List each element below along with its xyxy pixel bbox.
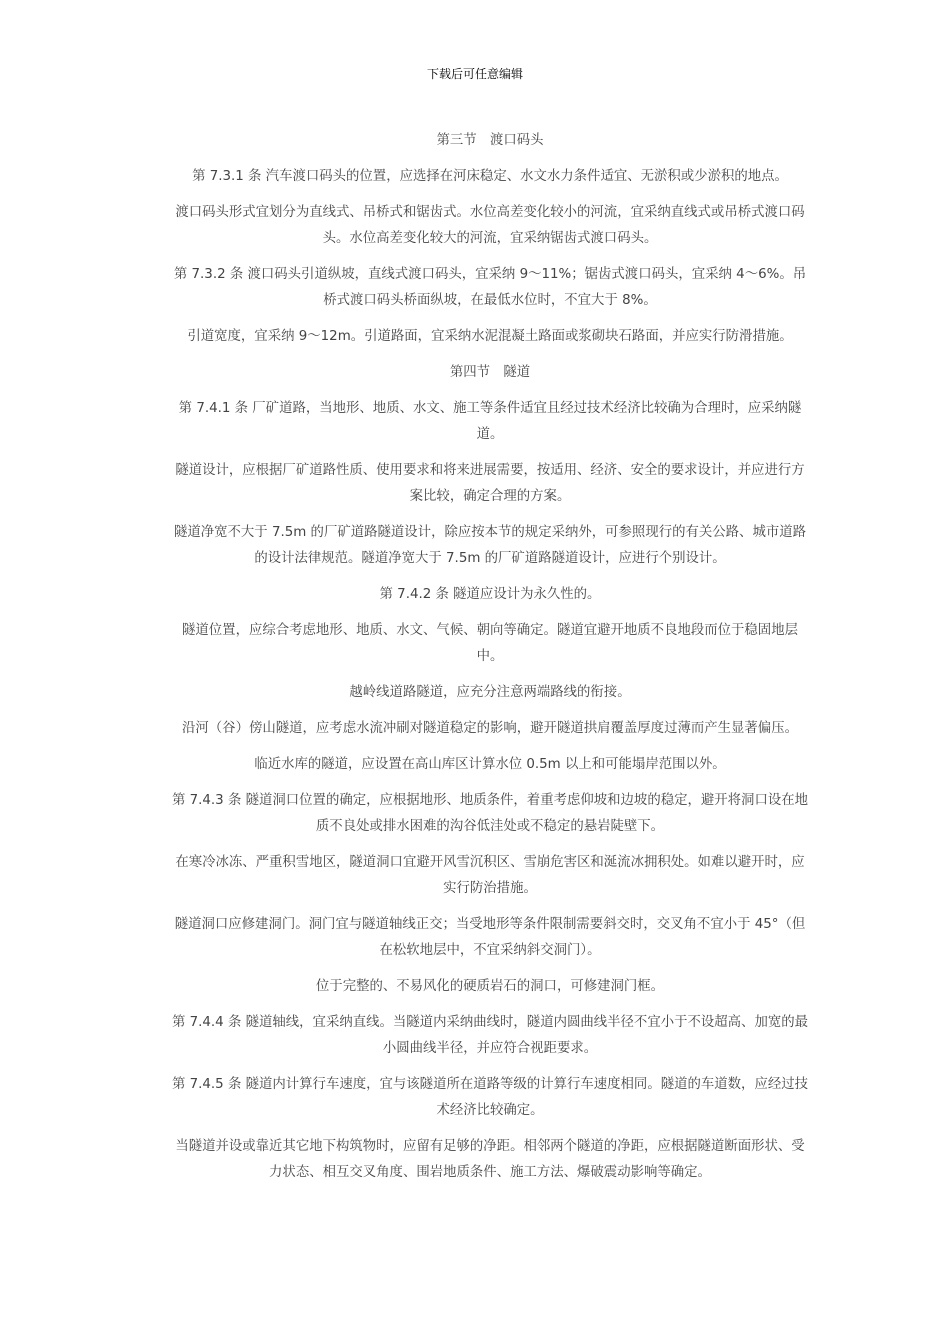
paragraph: 临近水库的隧道，应设置在高山库区计算水位 0.5m 以上和可能塌岸范围以外。: [254, 757, 726, 772]
paragraph: 隧道净宽不大于 7.5m 的厂矿道路隧道设计，除应按本节的规定采纳外，可参照现行的有关公路、城市道路的设计法律规范。隧道净宽大于 7.5m 的厂矿道路隧道设计，应进行个别设计。: [173, 525, 807, 566]
paragraph: 引道宽度，宜采纳 9～12m。引道路面，宜采纳水泥混凝土路面或浆砌块石路面，并应实行防滑措施。: [187, 329, 793, 344]
paragraph: 第 7.3.1 条 汽车渡口码头的位置，应选择在河床稳定、水文水力条件适宜、无淤积或少淤积的地点。: [192, 169, 788, 184]
section-heading: 第三节 渡口码头: [436, 133, 544, 148]
paragraph: 第 7.4.1 条 厂矿道路，当地形、地质、水文、施工等条件适宜且经过技术经济比较确为合理时，应采纳隧道。: [178, 401, 802, 442]
download-note-header: 下载后可任意编辑: [426, 67, 523, 81]
paragraph: 第 7.4.2 条 隧道应设计为永久性的。: [379, 587, 601, 602]
paragraph: 越岭线道路隧道，应充分注意两端路线的衔接。: [349, 685, 631, 700]
paragraph: 沿河（谷）傍山隧道，应考虑水流冲刷对隧道稳定的影响，避开隧道拱肩覆盖厚度过薄而产生显著偏压。: [182, 721, 798, 736]
paragraph: 隧道设计，应根据厂矿道路性质、使用要求和将来进展需要，按适用、经济、安全的要求设计，并应进行方案比较，确定合理的方案。: [175, 463, 805, 504]
paragraph: 在寒冷冰冻、严重积雪地区，隧道洞口宜避开风雪沉积区、雪崩危害区和涎流冰拥积处。如难以避开时，应实行防治措施。: [175, 855, 805, 896]
paragraph: 第 7.3.2 条 渡口码头引道纵坡，直线式渡口码头，宜采纳 9～11%；锯齿式渡口码头，宜采纳 4～6%。吊桥式渡口码头桥面纵坡，在最低水位时，不宜大于 8%。: [173, 267, 807, 308]
section-heading: 第四节 隧道: [449, 365, 531, 380]
paragraph: 位于完整的、不易风化的硬质岩石的洞口，可修建洞门框。: [315, 979, 665, 994]
paragraph: 第 7.4.4 条 隧道轴线，宜采纳直线。当隧道内采纳曲线时，隧道内圆曲线半径不宜小于不设超高、加宽的最小圆曲线半径，并应符合视距要求。: [171, 1015, 809, 1056]
paragraph: 第 7.4.5 条 隧道内计算行车速度，宜与该隧道所在道路等级的计算行车速度相同。隧道的车道数，应经过技术经济比较确定。: [171, 1077, 809, 1118]
paragraph: 渡口码头形式宜划分为直线式、吊桥式和锯齿式。水位高差变化较小的河流，宜采纳直线式或吊桥式渡口码头。水位高差变化较大的河流，宜采纳锯齿式渡口码头。: [175, 205, 805, 246]
paragraph: 第 7.4.3 条 隧道洞口位置的确定，应根据地形、地质条件，着重考虑仰坡和边坡的稳定，避开将洞口设在地质不良处或排水困难的沟谷低洼处或不稳定的悬岩陡壁下。: [171, 793, 809, 834]
paragraph: 当隧道并设或靠近其它地下构筑物时，应留有足够的净距。相邻两个隧道的净距，应根据隧道断面形状、受力状态、相互交叉角度、围岩地质条件、施工方法、爆破震动影响等确定。: [175, 1139, 805, 1180]
document-body: [170, 128, 810, 1196]
paragraph: 隧道洞口应修建洞门。洞门宜与隧道轴线正交；当受地形等条件限制需要斜交时，交叉角不宜小于 45°（但在松软地层中，不宜采纳斜交洞门）。: [174, 917, 806, 958]
paragraph: 隧道位置，应综合考虑地形、地质、水文、气候、朝向等确定。隧道宜避开地质不良地段而位于稳固地层中。: [182, 623, 798, 664]
